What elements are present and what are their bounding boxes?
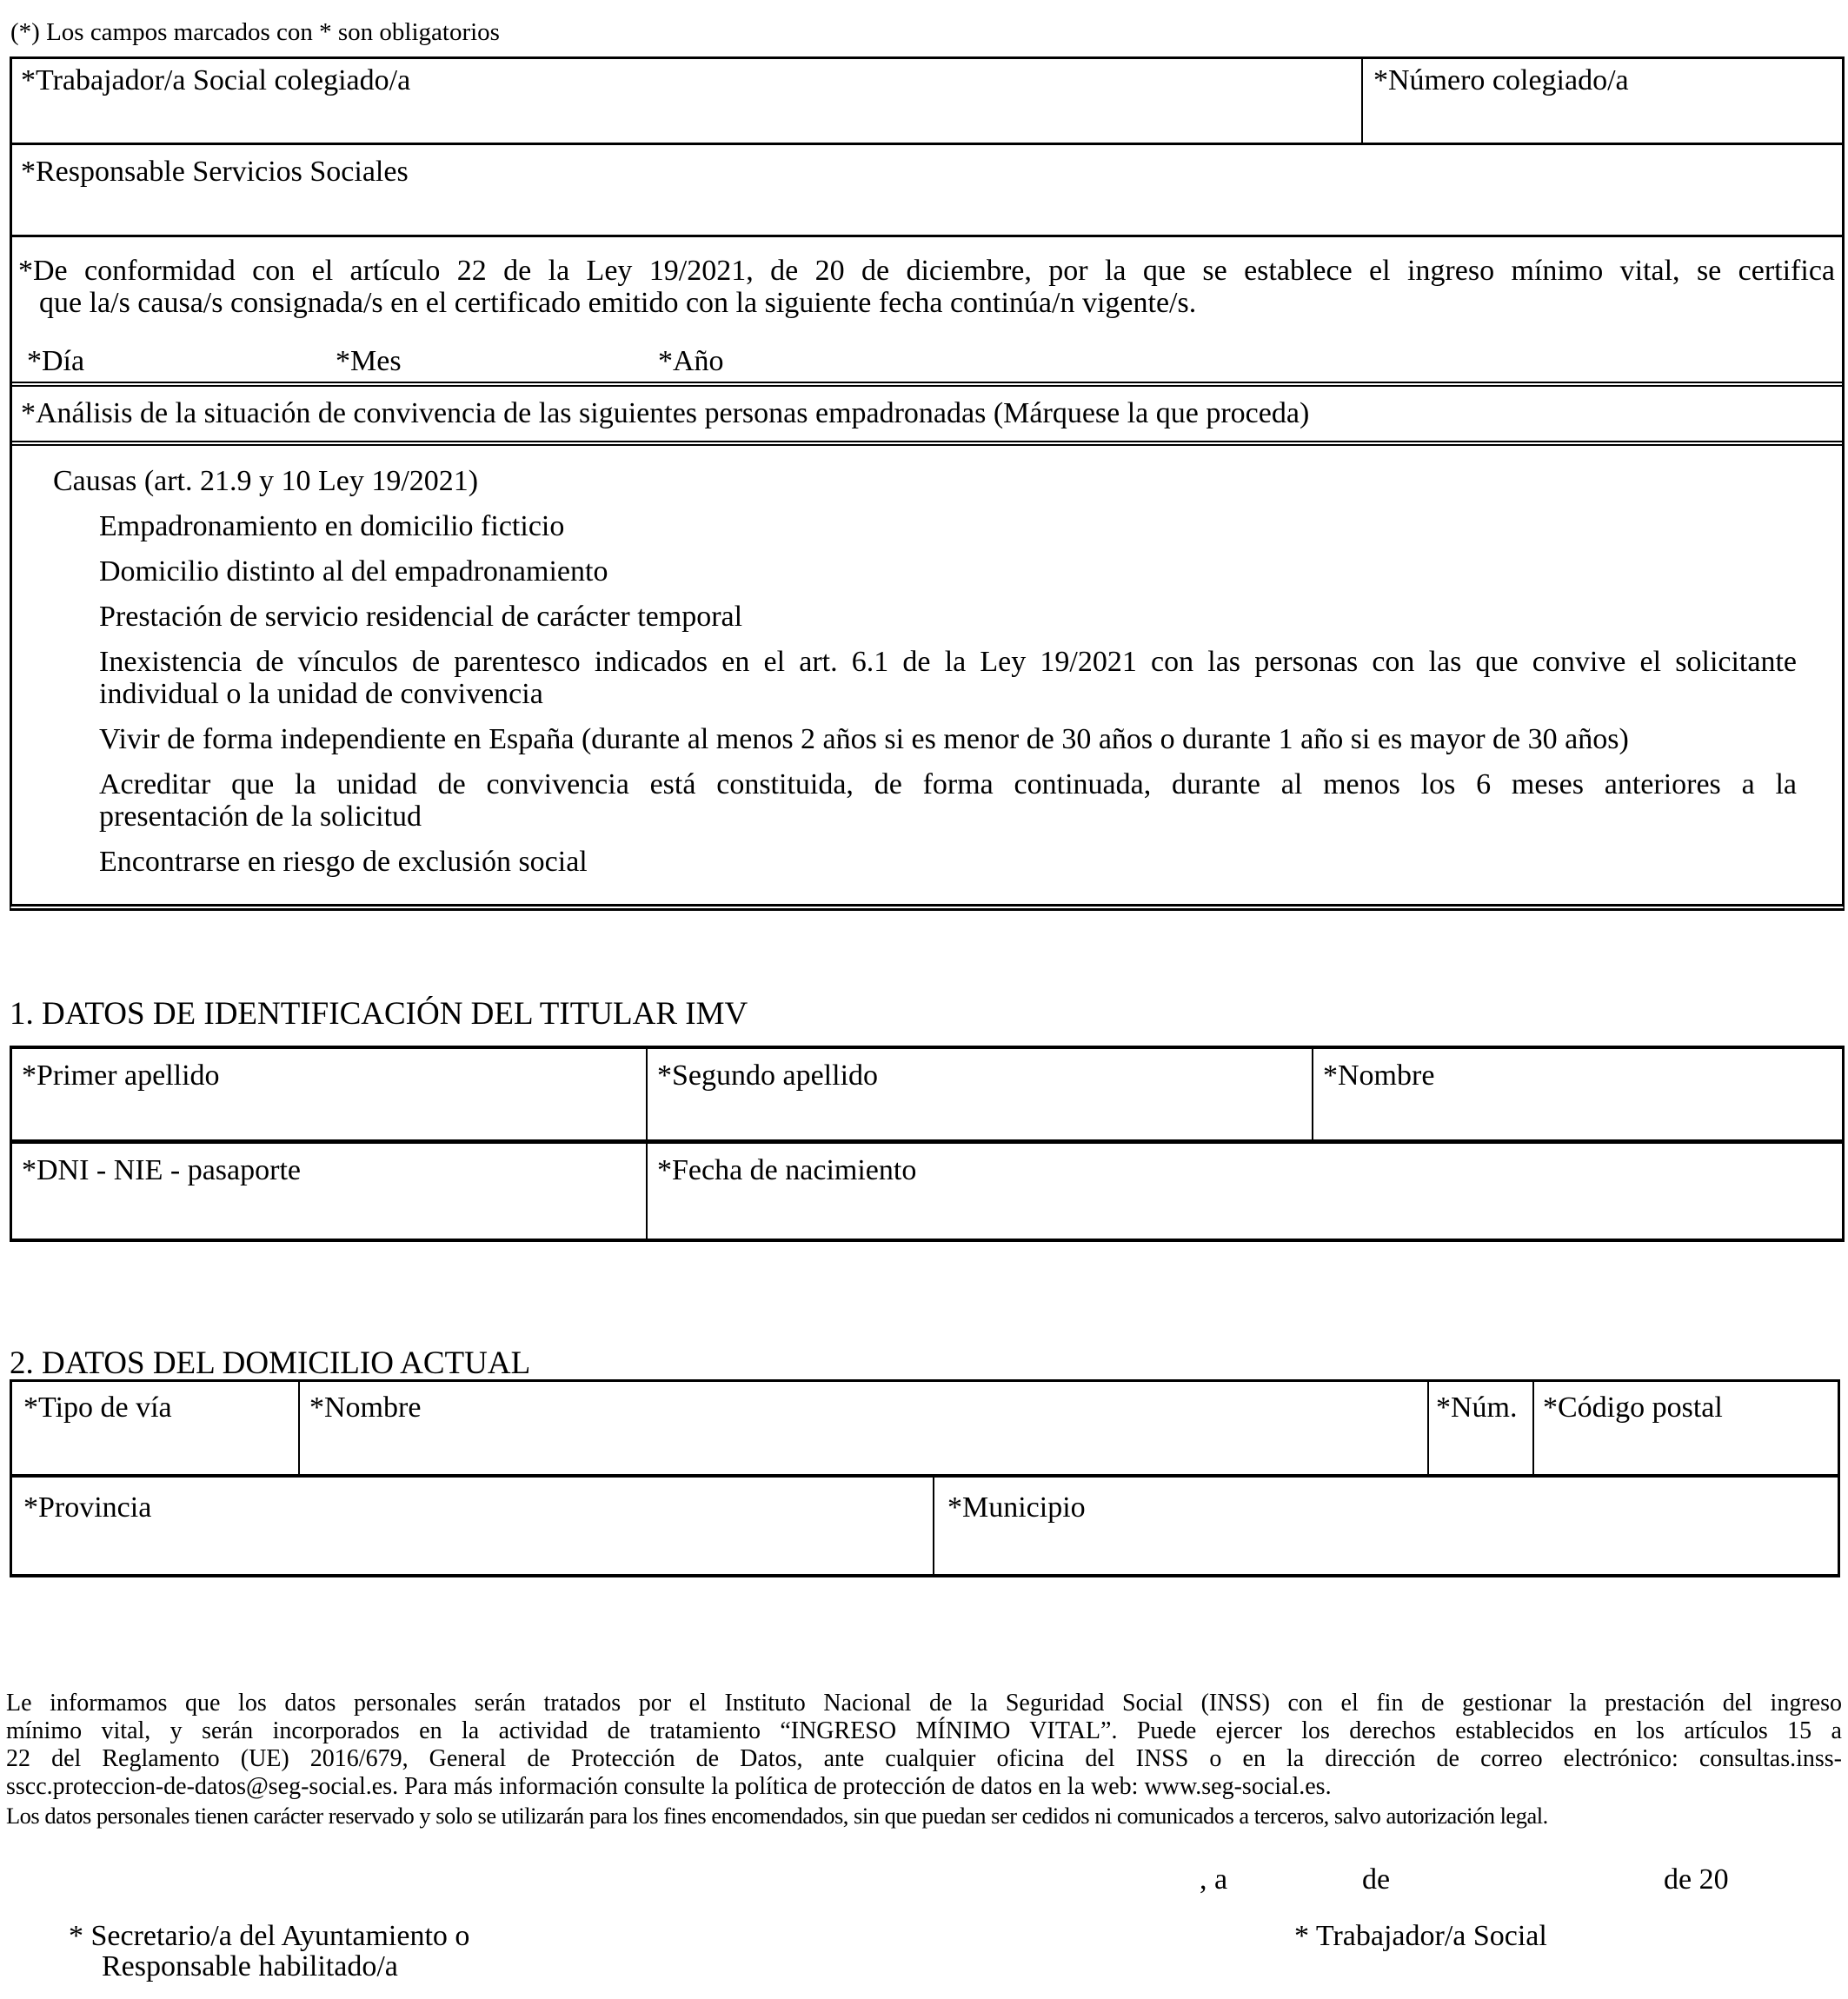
- causes-list: [12, 510, 1842, 878]
- social-services-responsible-label: *Responsable Servicios Sociales: [21, 156, 409, 188]
- holder-id-row: [12, 1144, 1842, 1239]
- privacy-line4: sscc.proteccion-de-datos@seg-social.es. Para más información consulte la política de protección de datos en la web: www.seg-social.es.: [6, 1773, 1332, 1800]
- current-address-table: [10, 1379, 1840, 1577]
- cause-option-independent-living[interactable]: Vivir de forma independiente en España (durante al menos 2 años si es menor de 30 años o durante 1 año si es mayor de 30 años): [99, 723, 1629, 755]
- collegiate-number-field[interactable]: [1361, 59, 1842, 143]
- month-label: *Mes: [336, 345, 402, 377]
- mandatory-fields-note: (*) Los campos marcados con * son obligatorios: [10, 18, 500, 46]
- social-services-responsible-field[interactable]: [12, 145, 1842, 237]
- holder-id-table: [10, 1046, 1845, 1242]
- social-worker-signature-label: * Trabajador/a Social: [1294, 1920, 1547, 1952]
- privacy-justified-lines: Le informamos que los datos personales serán tratados por el Instituto Nacional de la Seguridad Social (INSS) con el fin de gestionar la prestación del ingreso mínimo vital, y serán incorporados en la actividad de tratamiento “INGRESO MÍNIMO VITAL”. Puede ejercer los derechos establecidos en los artículos 15 a 22 del Reglamento (UE) 2016/679, General de Protección de Datos, ante cualquier oficina del INSS o en la dirección de correo electrónico: consultas.inss-: [6, 1690, 1842, 1772]
- year-label: *Año: [658, 345, 724, 377]
- social-worker-row: [12, 59, 1842, 145]
- causes-box: [12, 446, 1842, 904]
- data-protection-notice: [6, 1690, 1842, 1830]
- certification-text-line2: que la/s causa/s consignada/s en el certificado emitido con la siguiente fecha continúa/n vigente/s.: [39, 287, 1197, 319]
- birthdate-label: *Fecha de nacimiento: [657, 1154, 917, 1186]
- section1-title: 1. DATOS DE IDENTIFICACIÓN DEL TITULAR IMV: [10, 996, 748, 1032]
- cohabitation-analysis-label: *Análisis de la situación de convivencia de las siguientes personas empadronadas (Márquese la que proceda): [21, 397, 1310, 429]
- certificate-table: [10, 56, 1845, 911]
- day-label: *Día: [27, 345, 85, 377]
- dni-nie-passport-field[interactable]: [12, 1144, 648, 1239]
- place-comma-a: , a: [1200, 1863, 1228, 1896]
- cohabitation-analysis-row: [12, 387, 1842, 446]
- cause-option-no-kinship-links[interactable]: Inexistencia de vínculos de parentesco indicados en el art. 6.1 de la Ley 19/2021 con las personas con las que convive el solicitante individual o la unidad de convivencia: [99, 646, 1797, 710]
- province-row: [12, 1478, 1838, 1574]
- postal-code-label: *Código postal: [1543, 1391, 1723, 1424]
- province-label: *Provincia: [23, 1491, 152, 1524]
- first-surname-field[interactable]: [12, 1049, 648, 1139]
- name-label: *Nombre: [1323, 1059, 1435, 1092]
- birthdate-field[interactable]: [648, 1144, 1842, 1239]
- dni-nie-passport-label: *DNI - NIE - pasaporte: [22, 1154, 301, 1186]
- holder-name-row: [12, 1049, 1842, 1144]
- cause-option-cohabitation-unit-6-months[interactable]: Acreditar que la unidad de convivencia está constituida, de forma continuada, durante al menos los 6 meses anteriores a la presentación de la solicitud: [99, 768, 1797, 833]
- of-month-label: de: [1362, 1863, 1391, 1896]
- cause-option-different-address[interactable]: Domicilio distinto al del empadronamiento: [99, 555, 608, 588]
- name-field[interactable]: [1313, 1049, 1842, 1139]
- province-field[interactable]: [12, 1478, 934, 1574]
- road-type-field[interactable]: [12, 1382, 300, 1474]
- certification-text-line1: *De conformidad con el artículo 22 de la Ley 19/2021, de 20 de diciembre, por la que se establece el ingreso mínimo vital, se certifica: [18, 255, 1835, 287]
- street-number-label: *Núm.: [1436, 1391, 1518, 1424]
- road-name-label: *Nombre: [309, 1391, 422, 1424]
- social-worker-field[interactable]: [12, 59, 1361, 143]
- street-row: [12, 1382, 1838, 1478]
- postal-code-field[interactable]: [1534, 1382, 1838, 1474]
- municipality-label: *Municipio: [947, 1491, 1086, 1524]
- certification-row: [12, 237, 1842, 387]
- of-year-label: de 20: [1664, 1863, 1729, 1896]
- second-surname-label: *Segundo apellido: [657, 1059, 879, 1092]
- street-number-field[interactable]: [1429, 1382, 1534, 1474]
- place-date-line[interactable]: [0, 1864, 1848, 1899]
- road-name-field[interactable]: [300, 1382, 1429, 1474]
- cause-option-fictitious-address[interactable]: Empadronamiento en domicilio ficticio: [99, 510, 565, 542]
- date-fields[interactable]: [12, 345, 1842, 378]
- cause-option-social-exclusion-risk[interactable]: Encontrarse en riesgo de exclusión social: [99, 846, 588, 878]
- collegiate-number-label: *Número colegiado/a: [1373, 64, 1629, 96]
- section2-title: 2. DATOS DEL DOMICILIO ACTUAL: [10, 1345, 531, 1381]
- second-surname-field[interactable]: [648, 1049, 1313, 1139]
- road-type-label: *Tipo de vía: [23, 1391, 172, 1424]
- first-surname-label: *Primer apellido: [22, 1059, 220, 1092]
- secretary-signature-label: * Secretario/a del Ayuntamiento o Responsable habilitado/a: [69, 1920, 470, 1982]
- cause-option-temporary-residential-service[interactable]: Prestación de servicio residencial de carácter temporal: [99, 601, 743, 633]
- causes-title: Causas (art. 21.9 y 10 Ley 19/2021): [53, 465, 479, 497]
- social-worker-label: *Trabajador/a Social colegiado/a: [21, 64, 411, 96]
- privacy-reserved-line: Los datos personales tienen carácter reservado y solo se utilizarán para los fines encomendados, sin que puedan ser cedidos ni comunicados a terceros, salvo autorización legal.: [6, 1803, 1548, 1829]
- municipality-field[interactable]: [934, 1478, 1838, 1574]
